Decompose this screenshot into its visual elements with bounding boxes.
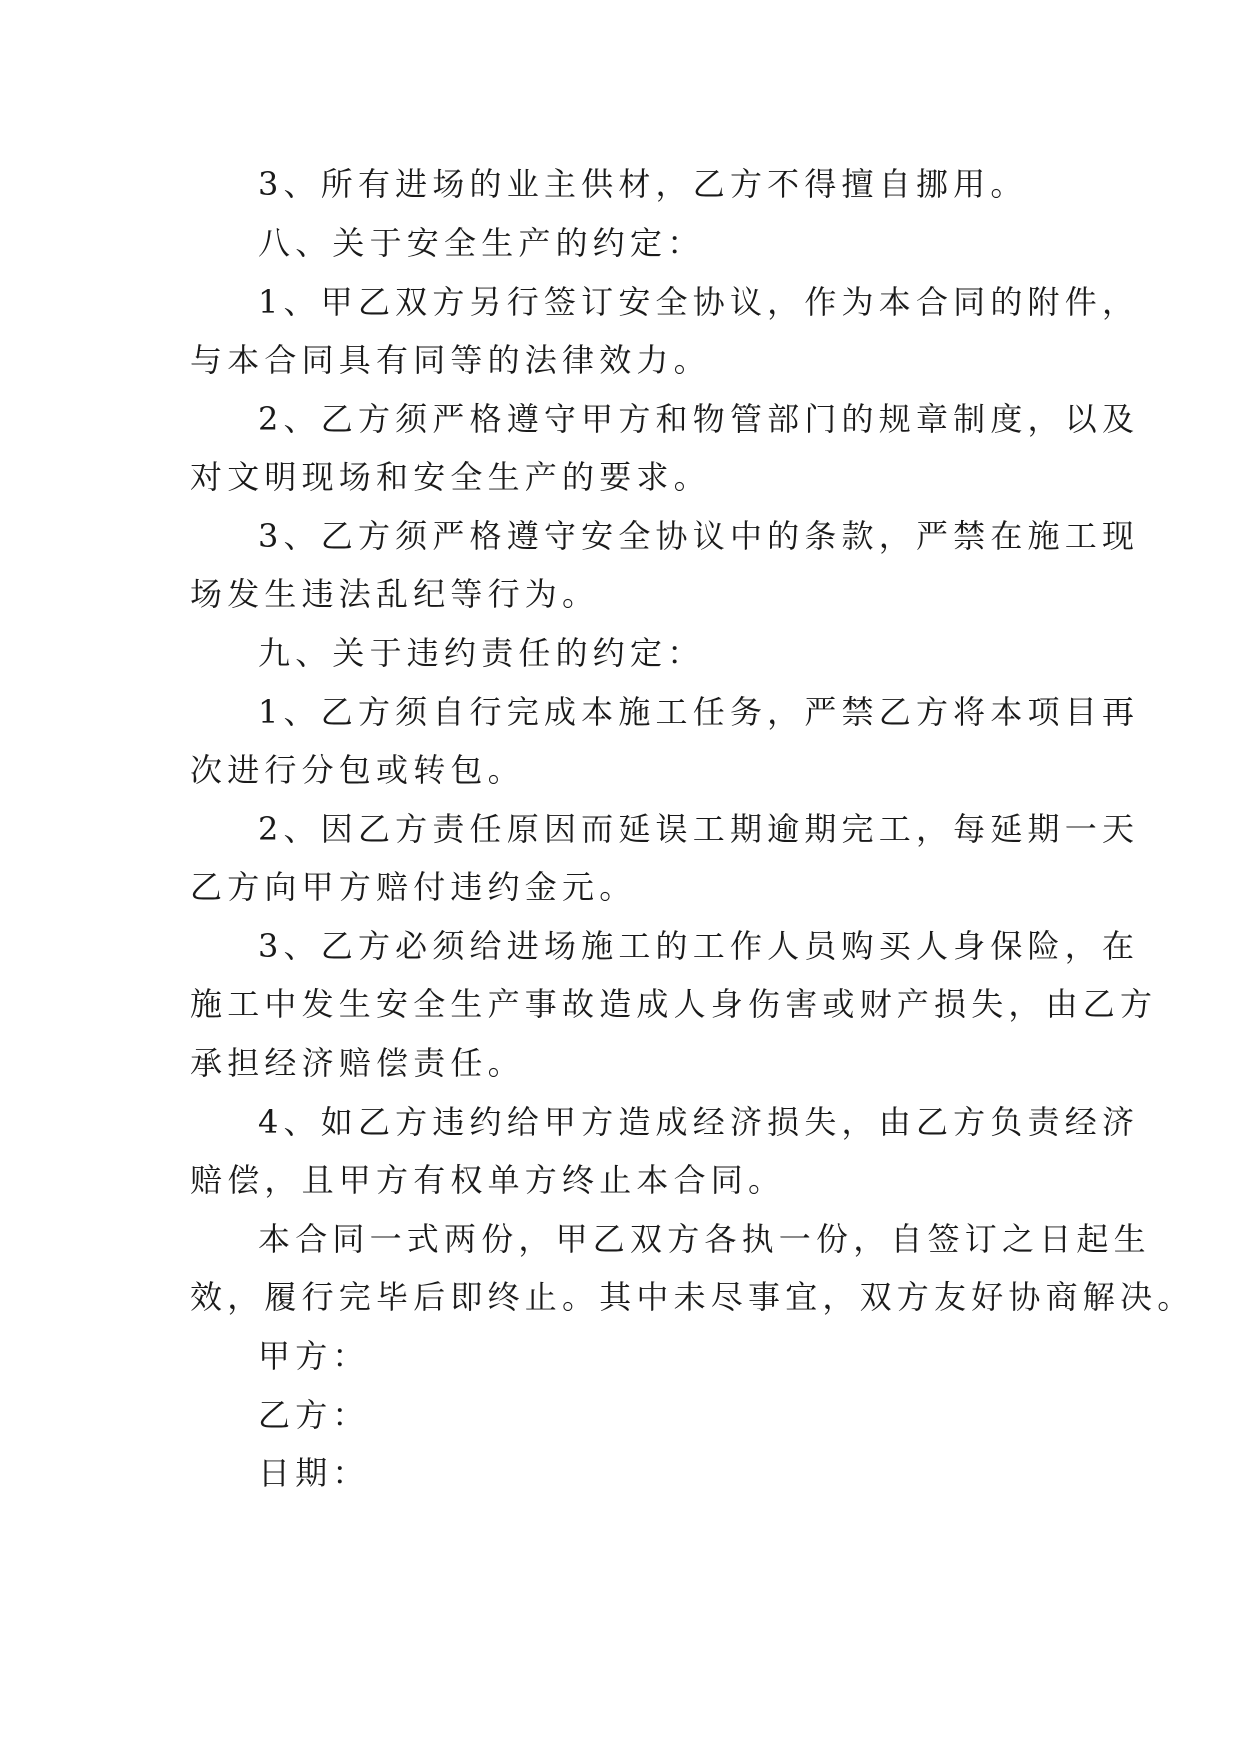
clause-9-2-line-2: 乙方向甲方赔付违约金元。 [190,868,637,906]
clause-8-2-line-1: 2、乙方须严格遵守甲方和物管部门的规章制度，以及 [258,400,1140,438]
closing-paragraph-line-2: 效，履行完毕后即终止。其中未尽事宜，双方友好协商解决。 [190,1278,1195,1316]
clause-8-3-line-2: 场发生违法乱纪等行为。 [190,575,600,613]
clause-8-1-line-2: 与本合同具有同等的法律效力。 [190,341,711,379]
clause-8-3-line-1: 3、乙方须严格遵守安全协议中的条款，严禁在施工现 [258,517,1140,555]
clause-9-4-line-2: 赔偿，且甲方有权单方终止本合同。 [190,1161,786,1199]
clause-8-1-line-1: 1、甲乙双方另行签订安全协议，作为本合同的附件， [258,283,1140,321]
clause-9-3-line-1: 3、乙方必须给进场施工的工作人员购买人身保险，在 [258,927,1140,965]
party-a-signature-label: 甲方： [258,1337,370,1375]
clause-7-3: 3、所有进场的业主供材，乙方不得擅自挪用。 [258,165,1028,203]
clause-9-4-line-1: 4、如乙方违约给甲方造成经济损失，由乙方负责经济 [258,1103,1140,1141]
clause-9-2-line-1: 2、因乙方责任原因而延误工期逾期完工，每延期一天 [258,810,1140,848]
clause-9-3-line-2: 施工中发生安全生产事故造成人身伤害或财产损失，由乙方 [190,985,1158,1023]
closing-paragraph-line-1: 本合同一式两份，甲乙双方各执一份，自签订之日起生 [258,1220,1151,1258]
clause-9-1-line-2: 次进行分包或转包。 [190,751,525,789]
clause-9-1-line-1: 1、乙方须自行完成本施工任务，严禁乙方将本项目再 [258,693,1140,731]
party-b-signature-label: 乙方： [258,1396,370,1434]
date-label: 日期： [258,1454,370,1492]
clause-8-2-line-2: 对文明现场和安全生产的要求。 [190,458,711,496]
section-8-heading: 八、关于安全生产的约定： [258,224,705,262]
section-9-heading: 九、关于违约责任的约定： [258,634,705,672]
clause-9-3-line-3: 承担经济赔偿责任。 [190,1044,525,1082]
